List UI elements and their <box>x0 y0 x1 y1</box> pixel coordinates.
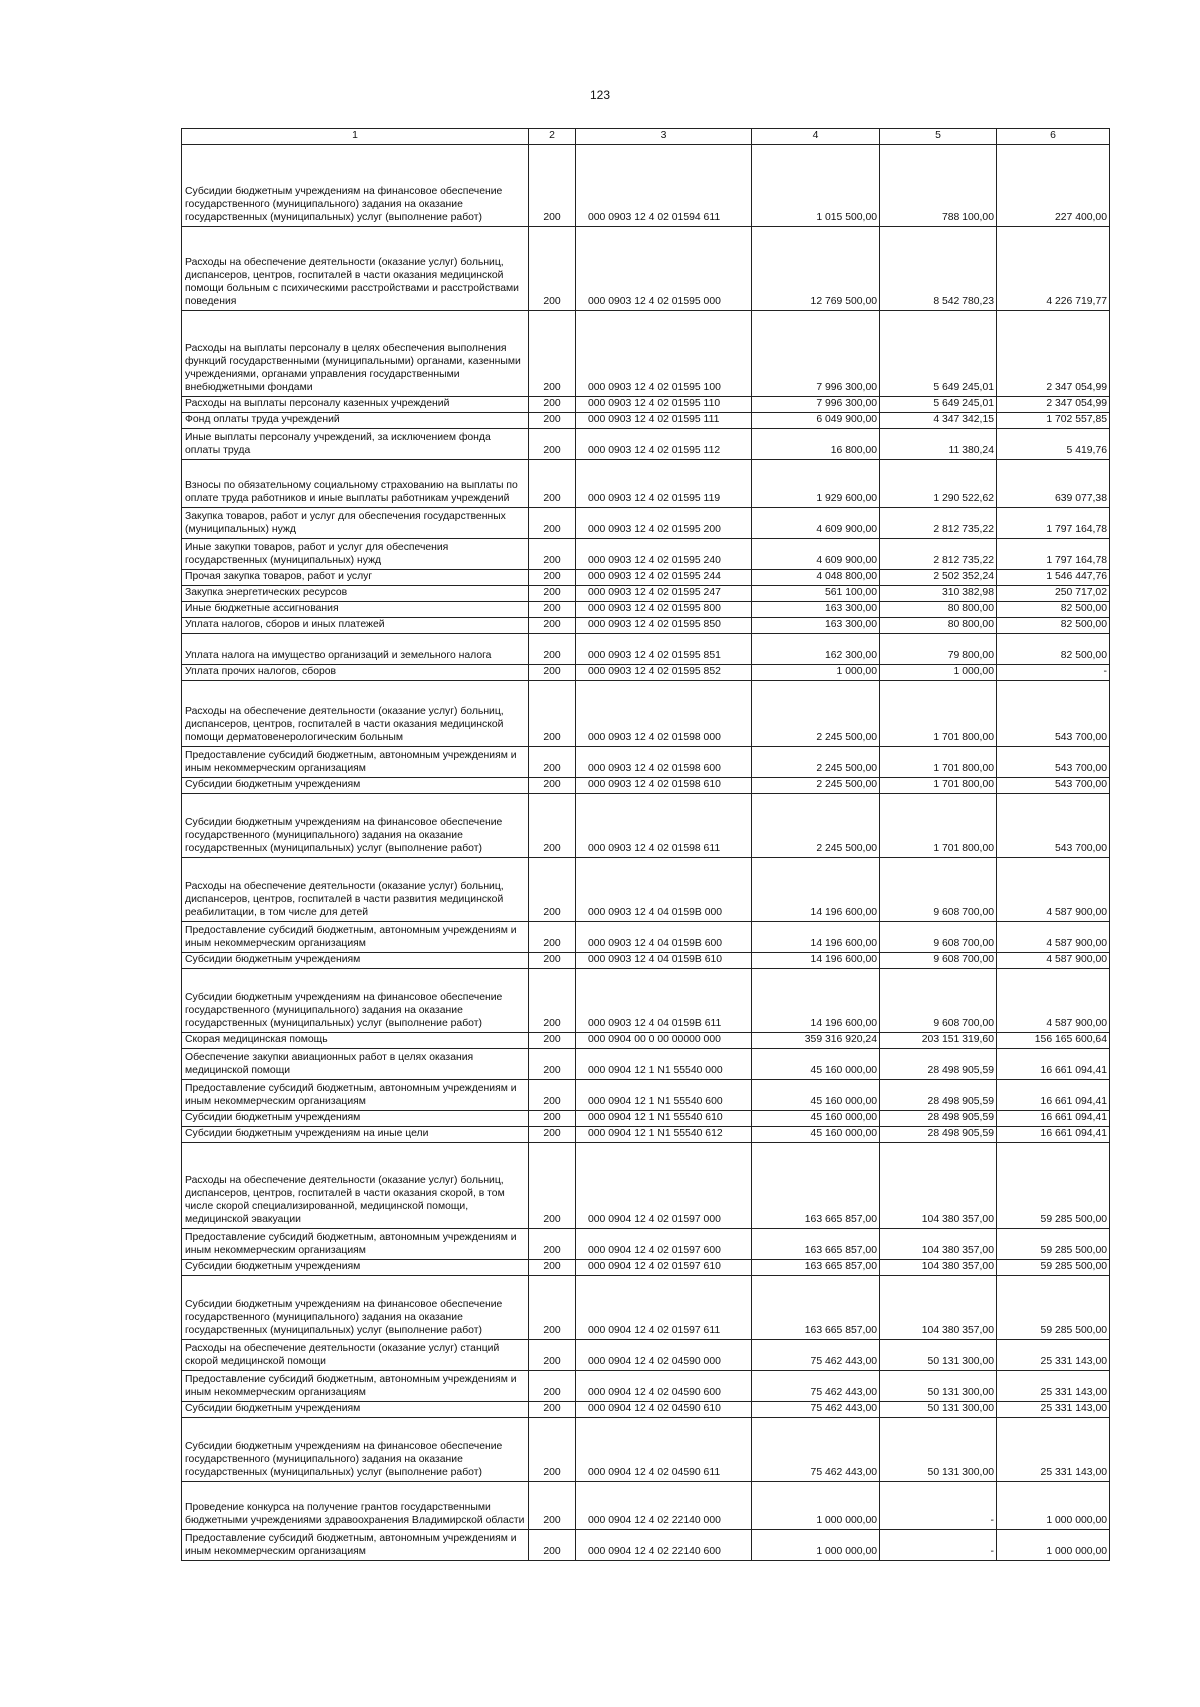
table-row <box>182 601 1110 617</box>
row-admin-code: 200 <box>529 952 576 968</box>
row-admin-code: 200 <box>529 1079 576 1110</box>
table-row <box>182 793 1110 857</box>
row-value-executed: 1 701 800,00 <box>880 746 997 777</box>
row-value-executed: 4 347 342,15 <box>880 412 997 428</box>
row-budget-code: 000 0904 12 4 02 01597 611 <box>576 1275 752 1339</box>
row-description: Субсидии бюджетным учреждениям на финансовое обеспечение государственного (муниципального) задания на оказание государственных (муниципальных) услуг (выполнение работ) <box>182 1417 529 1481</box>
row-value-executed: 79 800,00 <box>880 633 997 664</box>
row-description: Предоставление субсидий бюджетным, автономным учреждениям и иным некоммерческим организациям <box>182 921 529 952</box>
row-value-approved: 1 929 600,00 <box>752 459 880 507</box>
row-admin-code: 200 <box>529 633 576 664</box>
table-row <box>182 633 1110 664</box>
row-admin-code: 200 <box>529 538 576 569</box>
row-description: Расходы на обеспечение деятельности (оказание услуг) больниц, диспансеров, центров, госпиталей в части оказания медицинской помощи дерматовенерологическим больным <box>182 680 529 746</box>
row-value-approved: 7 996 300,00 <box>752 310 880 396</box>
row-value-approved: 162 300,00 <box>752 633 880 664</box>
row-description: Субсидии бюджетным учреждениям на финансовое обеспечение государственного (муниципального) задания на оказание государственных (муниципальных) услуг (выполнение работ) <box>182 144 529 226</box>
table-row <box>182 1079 1110 1110</box>
row-admin-code: 200 <box>529 664 576 680</box>
row-value-remaining: 543 700,00 <box>997 793 1110 857</box>
row-budget-code: 000 0903 12 4 04 0159В 600 <box>576 921 752 952</box>
table-row <box>182 1259 1110 1275</box>
row-admin-code: 200 <box>529 1142 576 1228</box>
row-description: Субсидии бюджетным учреждениям на финансовое обеспечение государственного (муниципального) задания на оказание государственных (муниципальных) услуг (выполнение работ) <box>182 968 529 1032</box>
row-admin-code: 200 <box>529 1529 576 1560</box>
row-value-executed: 788 100,00 <box>880 144 997 226</box>
row-admin-code: 200 <box>529 1401 576 1417</box>
table-row <box>182 1370 1110 1401</box>
row-value-executed: - <box>880 1481 997 1529</box>
row-admin-code: 200 <box>529 857 576 921</box>
row-budget-code: 000 0903 12 4 02 01595 800 <box>576 601 752 617</box>
row-admin-code: 200 <box>529 1110 576 1126</box>
row-budget-code: 000 0904 12 4 02 01597 600 <box>576 1228 752 1259</box>
row-description: Проведение конкурса на получение грантов государственными бюджетными учреждениями здравоохранения Владимирской области <box>182 1481 529 1529</box>
row-value-approved: 561 100,00 <box>752 585 880 601</box>
row-description: Расходы на обеспечение деятельности (оказание услуг) больниц, диспансеров, центров, госпиталей в части оказания скорой, в том числе скорой специализированной, медицинской помощи, медицинской эвакуации <box>182 1142 529 1228</box>
row-value-approved: 1 000 000,00 <box>752 1481 880 1529</box>
row-description: Субсидии бюджетным учреждениям <box>182 1401 529 1417</box>
row-budget-code: 000 0903 12 4 02 01594 611 <box>576 144 752 226</box>
row-value-remaining: 156 165 600,64 <box>997 1032 1110 1048</box>
table-row <box>182 1401 1110 1417</box>
row-value-remaining: 82 500,00 <box>997 633 1110 664</box>
row-value-remaining: 82 500,00 <box>997 601 1110 617</box>
table-row <box>182 1417 1110 1481</box>
row-value-approved: 163 665 857,00 <box>752 1142 880 1228</box>
row-value-remaining: - <box>997 664 1110 680</box>
row-budget-code: 000 0903 12 4 02 01595 110 <box>576 396 752 412</box>
row-value-remaining: 25 331 143,00 <box>997 1339 1110 1370</box>
row-value-executed: 104 380 357,00 <box>880 1142 997 1228</box>
row-value-executed: 5 649 245,01 <box>880 396 997 412</box>
row-value-executed: 203 151 319,60 <box>880 1032 997 1048</box>
row-value-approved: 4 609 900,00 <box>752 538 880 569</box>
row-budget-code: 000 0904 12 4 02 04590 610 <box>576 1401 752 1417</box>
row-admin-code: 200 <box>529 680 576 746</box>
table-row <box>182 664 1110 680</box>
row-value-executed: 1 290 522,62 <box>880 459 997 507</box>
row-value-remaining: 25 331 143,00 <box>997 1370 1110 1401</box>
page-number: 123 <box>589 88 611 102</box>
row-value-executed: 2 812 735,22 <box>880 507 997 538</box>
row-value-remaining: 16 661 094,41 <box>997 1126 1110 1142</box>
table-row <box>182 1529 1110 1560</box>
row-budget-code: 000 0903 12 4 02 01595 247 <box>576 585 752 601</box>
row-budget-code: 000 0903 12 4 02 01595 244 <box>576 569 752 585</box>
row-description: Субсидии бюджетным учреждениям на финансовое обеспечение государственного (муниципального) задания на оказание государственных (муниципальных) услуг (выполнение работ) <box>182 793 529 857</box>
row-admin-code: 200 <box>529 310 576 396</box>
table-row <box>182 310 1110 396</box>
row-admin-code: 200 <box>529 617 576 633</box>
row-value-remaining: 16 661 094,41 <box>997 1079 1110 1110</box>
row-value-remaining: 1 000 000,00 <box>997 1481 1110 1529</box>
row-budget-code: 000 0903 12 4 02 01595 200 <box>576 507 752 538</box>
row-budget-code: 000 0903 12 4 02 01595 851 <box>576 633 752 664</box>
row-value-approved: 45 160 000,00 <box>752 1126 880 1142</box>
row-value-approved: 45 160 000,00 <box>752 1048 880 1079</box>
row-value-remaining: 2 347 054,99 <box>997 310 1110 396</box>
row-admin-code: 200 <box>529 226 576 310</box>
table-row <box>182 857 1110 921</box>
row-budget-code: 000 0904 12 4 02 01597 000 <box>576 1142 752 1228</box>
row-value-executed: 310 382,98 <box>880 585 997 601</box>
row-value-remaining: 4 587 900,00 <box>997 921 1110 952</box>
row-value-approved: 4 609 900,00 <box>752 507 880 538</box>
row-value-remaining: 639 077,38 <box>997 459 1110 507</box>
row-value-executed: 9 608 700,00 <box>880 857 997 921</box>
row-description: Субсидии бюджетным учреждениям <box>182 1110 529 1126</box>
row-value-approved: 1 000,00 <box>752 664 880 680</box>
row-admin-code: 200 <box>529 601 576 617</box>
row-value-approved: 45 160 000,00 <box>752 1110 880 1126</box>
table-row <box>182 1339 1110 1370</box>
row-value-approved: 1 000 000,00 <box>752 1529 880 1560</box>
row-description: Субсидии бюджетным учреждениям <box>182 1259 529 1275</box>
row-budget-code: 000 0903 12 4 02 01595 852 <box>576 664 752 680</box>
row-value-executed: 2 502 352,24 <box>880 569 997 585</box>
row-description: Прочая закупка товаров, работ и услуг <box>182 569 529 585</box>
row-description: Иные закупки товаров, работ и услуг для обеспечения государственных (муниципальных) нужд <box>182 538 529 569</box>
row-budget-code: 000 0904 12 1 N1 55540 610 <box>576 1110 752 1126</box>
column-header: 5 <box>880 129 997 145</box>
row-budget-code: 000 0903 12 4 02 01595 112 <box>576 428 752 459</box>
row-budget-code: 000 0904 12 4 02 01597 610 <box>576 1259 752 1275</box>
table-row <box>182 1126 1110 1142</box>
row-value-executed: 1 701 800,00 <box>880 777 997 793</box>
row-description: Расходы на обеспечение деятельности (оказание услуг) станций скорой медицинской помощи <box>182 1339 529 1370</box>
row-description: Субсидии бюджетным учреждениям на финансовое обеспечение государственного (муниципального) задания на оказание государственных (муниципальных) услуг (выполнение работ) <box>182 1275 529 1339</box>
table-row <box>182 1048 1110 1079</box>
row-value-executed: - <box>880 1529 997 1560</box>
row-value-remaining: 25 331 143,00 <box>997 1401 1110 1417</box>
row-admin-code: 200 <box>529 1275 576 1339</box>
row-value-remaining: 250 717,02 <box>997 585 1110 601</box>
row-description: Закупка товаров, работ и услуг для обеспечения государственных (муниципальных) нужд <box>182 507 529 538</box>
row-value-executed: 104 380 357,00 <box>880 1275 997 1339</box>
row-value-executed: 50 131 300,00 <box>880 1401 997 1417</box>
row-description: Закупка энергетических ресурсов <box>182 585 529 601</box>
row-value-approved: 2 245 500,00 <box>752 680 880 746</box>
table-row <box>182 538 1110 569</box>
row-admin-code: 200 <box>529 396 576 412</box>
row-budget-code: 000 0903 12 4 02 01598 000 <box>576 680 752 746</box>
table-row <box>182 1142 1110 1228</box>
row-value-approved: 163 665 857,00 <box>752 1228 880 1259</box>
row-admin-code: 200 <box>529 746 576 777</box>
row-value-remaining: 5 419,76 <box>997 428 1110 459</box>
row-value-executed: 2 812 735,22 <box>880 538 997 569</box>
row-value-executed: 8 542 780,23 <box>880 226 997 310</box>
row-budget-code: 000 0904 00 0 00 00000 000 <box>576 1032 752 1048</box>
row-value-remaining: 59 285 500,00 <box>997 1259 1110 1275</box>
row-value-remaining: 543 700,00 <box>997 746 1110 777</box>
row-description: Расходы на обеспечение деятельности (оказание услуг) больниц, диспансеров, центров, госпиталей в части развития медицинской реабилитации, в том числе для детей <box>182 857 529 921</box>
row-value-executed: 9 608 700,00 <box>880 921 997 952</box>
row-admin-code: 200 <box>529 921 576 952</box>
row-admin-code: 200 <box>529 968 576 1032</box>
table-row <box>182 396 1110 412</box>
row-admin-code: 200 <box>529 1417 576 1481</box>
row-description: Фонд оплаты труда учреждений <box>182 412 529 428</box>
row-description: Предоставление субсидий бюджетным, автономным учреждениям и иным некоммерческим организациям <box>182 1228 529 1259</box>
row-budget-code: 000 0904 12 4 02 04590 000 <box>576 1339 752 1370</box>
row-value-approved: 75 462 443,00 <box>752 1339 880 1370</box>
table-row <box>182 226 1110 310</box>
row-value-executed: 28 498 905,59 <box>880 1110 997 1126</box>
row-description: Предоставление субсидий бюджетным, автономным учреждениям и иным некоммерческим организациям <box>182 746 529 777</box>
row-description: Взносы по обязательному социальному страхованию на выплаты по оплате труда работников и иные выплаты работникам учреждений <box>182 459 529 507</box>
table-row <box>182 1110 1110 1126</box>
row-description: Иные выплаты персоналу учреждений, за исключением фонда оплаты труда <box>182 428 529 459</box>
row-value-executed: 50 131 300,00 <box>880 1339 997 1370</box>
row-value-executed: 50 131 300,00 <box>880 1370 997 1401</box>
row-value-remaining: 59 285 500,00 <box>997 1142 1110 1228</box>
row-value-remaining: 1 546 447,76 <box>997 569 1110 585</box>
row-value-approved: 163 665 857,00 <box>752 1259 880 1275</box>
row-value-executed: 11 380,24 <box>880 428 997 459</box>
row-value-approved: 75 462 443,00 <box>752 1417 880 1481</box>
table-row <box>182 777 1110 793</box>
row-value-executed: 104 380 357,00 <box>880 1228 997 1259</box>
table-row <box>182 680 1110 746</box>
row-budget-code: 000 0903 12 4 02 01598 611 <box>576 793 752 857</box>
row-value-remaining: 4 587 900,00 <box>997 968 1110 1032</box>
column-header: 3 <box>576 129 752 145</box>
table-row <box>182 952 1110 968</box>
row-value-remaining: 227 400,00 <box>997 144 1110 226</box>
column-header: 4 <box>752 129 880 145</box>
row-description: Скорая медицинская помощь <box>182 1032 529 1048</box>
row-value-approved: 1 015 500,00 <box>752 144 880 226</box>
row-value-remaining: 1 702 557,85 <box>997 412 1110 428</box>
row-description: Уплата налогов, сборов и иных платежей <box>182 617 529 633</box>
row-value-executed: 28 498 905,59 <box>880 1126 997 1142</box>
row-admin-code: 200 <box>529 1259 576 1275</box>
row-admin-code: 200 <box>529 459 576 507</box>
row-admin-code: 200 <box>529 1048 576 1079</box>
row-budget-code: 000 0903 12 4 02 01595 240 <box>576 538 752 569</box>
row-budget-code: 000 0903 12 4 02 01595 000 <box>576 226 752 310</box>
table-row <box>182 144 1110 226</box>
row-value-approved: 163 665 857,00 <box>752 1275 880 1339</box>
row-budget-code: 000 0903 12 4 02 01598 610 <box>576 777 752 793</box>
row-admin-code: 200 <box>529 1370 576 1401</box>
row-value-executed: 5 649 245,01 <box>880 310 997 396</box>
row-budget-code: 000 0903 12 4 02 01595 119 <box>576 459 752 507</box>
row-value-executed: 1 701 800,00 <box>880 793 997 857</box>
table-row <box>182 1228 1110 1259</box>
row-value-approved: 12 769 500,00 <box>752 226 880 310</box>
row-admin-code: 200 <box>529 144 576 226</box>
row-admin-code: 200 <box>529 793 576 857</box>
row-admin-code: 200 <box>529 777 576 793</box>
row-budget-code: 000 0903 12 4 04 0159В 000 <box>576 857 752 921</box>
row-value-approved: 2 245 500,00 <box>752 793 880 857</box>
column-header: 1 <box>182 129 529 145</box>
table-row <box>182 921 1110 952</box>
row-value-approved: 163 300,00 <box>752 601 880 617</box>
row-description: Иные бюджетные ассигнования <box>182 601 529 617</box>
row-budget-code: 000 0903 12 4 02 01598 600 <box>576 746 752 777</box>
row-description: Расходы на обеспечение деятельности (оказание услуг) больниц, диспансеров, центров, госпиталей в части оказания медицинской помощи больным с психическими расстройствами и расстройствами поведения <box>182 226 529 310</box>
row-value-executed: 1 701 800,00 <box>880 680 997 746</box>
row-value-approved: 2 245 500,00 <box>752 777 880 793</box>
row-admin-code: 200 <box>529 1032 576 1048</box>
table-row <box>182 459 1110 507</box>
row-admin-code: 200 <box>529 507 576 538</box>
table-row <box>182 1275 1110 1339</box>
row-value-approved: 2 245 500,00 <box>752 746 880 777</box>
row-admin-code: 200 <box>529 585 576 601</box>
row-budget-code: 000 0904 12 1 N1 55540 612 <box>576 1126 752 1142</box>
table-row <box>182 968 1110 1032</box>
table-row <box>182 569 1110 585</box>
row-value-remaining: 16 661 094,41 <box>997 1048 1110 1079</box>
row-value-remaining: 1 797 164,78 <box>997 507 1110 538</box>
row-description: Предоставление субсидий бюджетным, автономным учреждениям и иным некоммерческим организациям <box>182 1079 529 1110</box>
row-budget-code: 000 0903 12 4 02 01595 100 <box>576 310 752 396</box>
row-value-approved: 359 316 920,24 <box>752 1032 880 1048</box>
row-budget-code: 000 0904 12 1 N1 55540 600 <box>576 1079 752 1110</box>
row-value-remaining: 1 000 000,00 <box>997 1529 1110 1560</box>
row-description: Предоставление субсидий бюджетным, автономным учреждениям и иным некоммерческим организациям <box>182 1370 529 1401</box>
row-value-executed: 80 800,00 <box>880 601 997 617</box>
row-admin-code: 200 <box>529 569 576 585</box>
row-value-executed: 9 608 700,00 <box>880 968 997 1032</box>
row-admin-code: 200 <box>529 1339 576 1370</box>
row-budget-code: 000 0904 12 4 02 04590 611 <box>576 1417 752 1481</box>
row-value-remaining: 16 661 094,41 <box>997 1110 1110 1126</box>
row-budget-code: 000 0903 12 4 02 01595 111 <box>576 412 752 428</box>
row-value-remaining: 4 587 900,00 <box>997 952 1110 968</box>
table-row <box>182 428 1110 459</box>
row-value-remaining: 25 331 143,00 <box>997 1417 1110 1481</box>
row-description: Предоставление субсидий бюджетным, автономным учреждениям и иным некоммерческим организациям <box>182 1529 529 1560</box>
row-value-approved: 14 196 600,00 <box>752 968 880 1032</box>
row-value-executed: 28 498 905,59 <box>880 1048 997 1079</box>
table-row <box>182 1032 1110 1048</box>
row-value-remaining: 4 226 719,77 <box>997 226 1110 310</box>
row-value-approved: 16 800,00 <box>752 428 880 459</box>
row-value-remaining: 59 285 500,00 <box>997 1275 1110 1339</box>
row-value-approved: 7 996 300,00 <box>752 396 880 412</box>
row-budget-code: 000 0903 12 4 02 01595 850 <box>576 617 752 633</box>
table-row <box>182 1481 1110 1529</box>
row-admin-code: 200 <box>529 412 576 428</box>
row-budget-code: 000 0903 12 4 04 0159В 610 <box>576 952 752 968</box>
row-value-remaining: 543 700,00 <box>997 680 1110 746</box>
row-budget-code: 000 0904 12 4 02 04590 600 <box>576 1370 752 1401</box>
row-budget-code: 000 0904 12 4 02 22140 600 <box>576 1529 752 1560</box>
row-value-approved: 14 196 600,00 <box>752 952 880 968</box>
row-value-approved: 14 196 600,00 <box>752 857 880 921</box>
row-admin-code: 200 <box>529 1228 576 1259</box>
row-value-executed: 50 131 300,00 <box>880 1417 997 1481</box>
row-value-remaining: 82 500,00 <box>997 617 1110 633</box>
column-header: 2 <box>529 129 576 145</box>
table-header-row <box>182 129 1110 145</box>
budget-table <box>181 128 1110 1561</box>
row-description: Уплата налога на имущество организаций и земельного налога <box>182 633 529 664</box>
row-value-approved: 6 049 900,00 <box>752 412 880 428</box>
row-value-executed: 1 000,00 <box>880 664 997 680</box>
table-row <box>182 412 1110 428</box>
row-value-executed: 104 380 357,00 <box>880 1259 997 1275</box>
table-row <box>182 746 1110 777</box>
row-description: Уплата прочих налогов, сборов <box>182 664 529 680</box>
row-value-remaining: 4 587 900,00 <box>997 857 1110 921</box>
table-row <box>182 585 1110 601</box>
row-description: Субсидии бюджетным учреждениям на иные цели <box>182 1126 529 1142</box>
row-description: Субсидии бюджетным учреждениям <box>182 952 529 968</box>
row-budget-code: 000 0904 12 1 N1 55540 000 <box>576 1048 752 1079</box>
row-admin-code: 200 <box>529 428 576 459</box>
row-budget-code: 000 0903 12 4 04 0159В 611 <box>576 968 752 1032</box>
row-description: Расходы на выплаты персоналу казенных учреждений <box>182 396 529 412</box>
row-admin-code: 200 <box>529 1481 576 1529</box>
row-value-executed: 80 800,00 <box>880 617 997 633</box>
row-value-approved: 75 462 443,00 <box>752 1370 880 1401</box>
row-admin-code: 200 <box>529 1126 576 1142</box>
row-value-executed: 28 498 905,59 <box>880 1079 997 1110</box>
column-header: 6 <box>997 129 1110 145</box>
row-value-approved: 163 300,00 <box>752 617 880 633</box>
table-row <box>182 507 1110 538</box>
row-budget-code: 000 0904 12 4 02 22140 000 <box>576 1481 752 1529</box>
row-value-remaining: 2 347 054,99 <box>997 396 1110 412</box>
row-value-remaining: 543 700,00 <box>997 777 1110 793</box>
row-value-remaining: 59 285 500,00 <box>997 1228 1110 1259</box>
row-description: Субсидии бюджетным учреждениям <box>182 777 529 793</box>
row-value-approved: 14 196 600,00 <box>752 921 880 952</box>
table-row <box>182 617 1110 633</box>
row-value-executed: 9 608 700,00 <box>880 952 997 968</box>
row-value-approved: 4 048 800,00 <box>752 569 880 585</box>
row-value-remaining: 1 797 164,78 <box>997 538 1110 569</box>
row-value-approved: 45 160 000,00 <box>752 1079 880 1110</box>
row-description: Расходы на выплаты персоналу в целях обеспечения выполнения функций государственными (муниципальными) органами, казенными учреждениями, органами управления государственными внебюджетными фондами <box>182 310 529 396</box>
row-description: Обеспечение закупки авиационных работ в целях оказания медицинской помощи <box>182 1048 529 1079</box>
table-body <box>182 144 1110 1560</box>
row-value-approved: 75 462 443,00 <box>752 1401 880 1417</box>
